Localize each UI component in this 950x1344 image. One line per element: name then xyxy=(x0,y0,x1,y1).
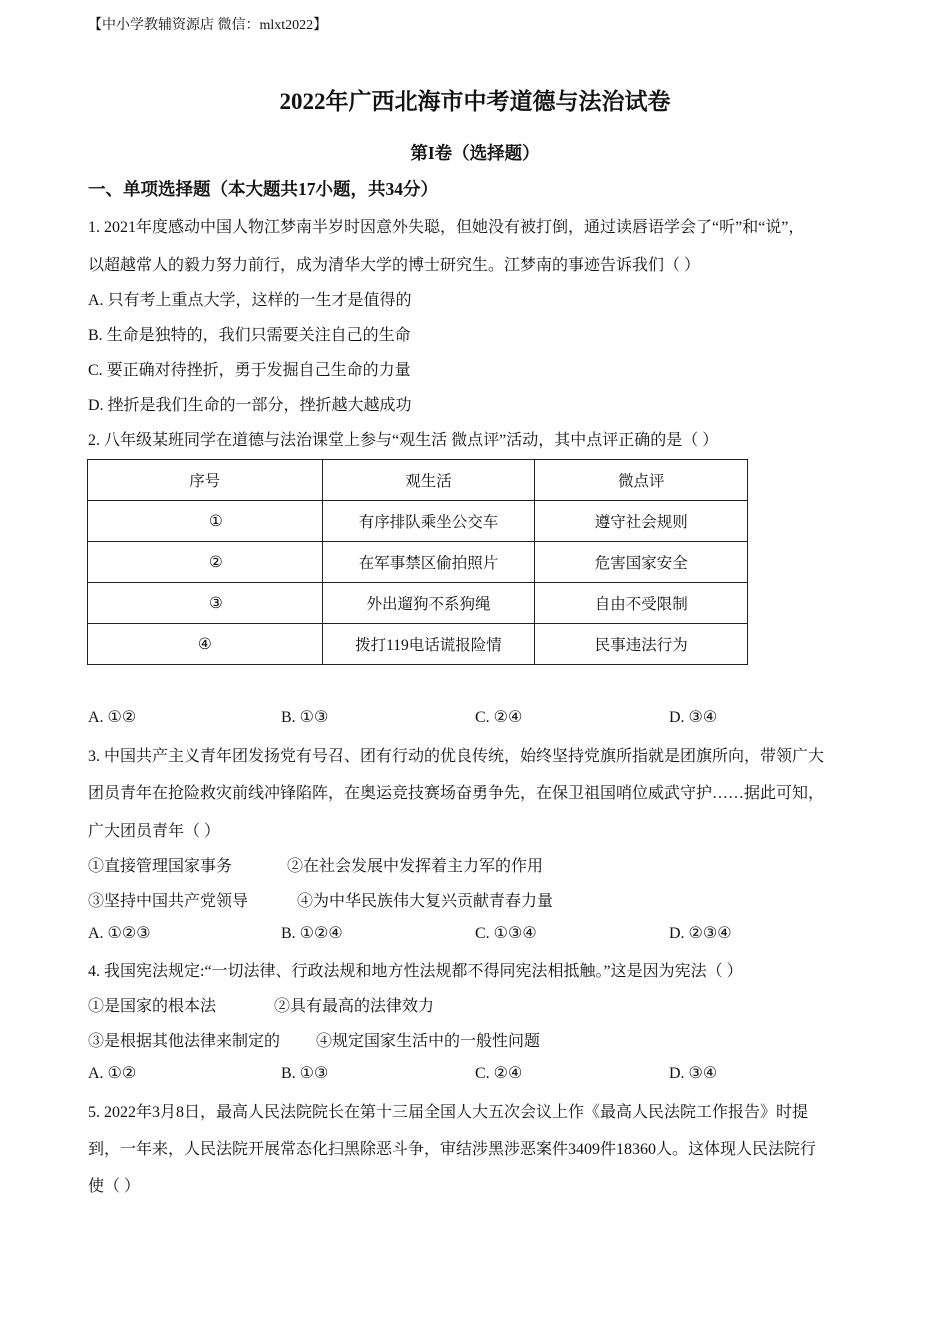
table-cell: ④ xyxy=(88,624,323,665)
table-cell: 自由不受限制 xyxy=(535,583,748,624)
q4-item-2: ②具有最高的法律效力 xyxy=(274,998,435,1015)
q3-stem-line2: 团员青年在抢险救灾前线冲锋陷阵，在奥运竞技赛场奋勇争先，在保卫祖国哨位威武守护……据此可知， xyxy=(88,785,825,802)
table-cell: 遵守社会规则 xyxy=(535,501,748,542)
q1-option-d: D. 挫折是我们生命的一部分，挫折越大越成功 xyxy=(88,397,412,414)
q4-option-b: B. ①③ xyxy=(281,1065,329,1082)
table-row xyxy=(88,542,748,583)
q3-item-1: ①直接管理国家事务 xyxy=(88,858,233,875)
table-header-cell: 序号 xyxy=(88,460,323,501)
q3-option-d: D. ②③④ xyxy=(669,925,732,942)
q2-option-d: D. ③④ xyxy=(669,709,718,726)
table-header-cell: 微点评 xyxy=(535,460,748,501)
q3-option-b: B. ①②④ xyxy=(281,925,343,942)
table-cell: ① xyxy=(88,501,323,542)
section-heading: 一、单项选择题（本大题共17小题，共34分） xyxy=(88,179,438,199)
q3-item-3: ③坚持中国共产党领导 xyxy=(88,893,249,910)
table-row xyxy=(88,624,748,665)
table-row xyxy=(88,501,748,542)
q4-option-a: A. ①② xyxy=(88,1065,137,1082)
q3-item-2: ②在社会发展中发挥着主力军的作用 xyxy=(287,858,544,875)
q3-stem-line3: 广大团员青年（ ） xyxy=(88,823,221,840)
q1-option-b: B. 生命是独特的，我们只需要关注自己的生命 xyxy=(88,327,411,344)
q2-option-b: B. ①③ xyxy=(281,709,329,726)
q2-table xyxy=(87,459,748,665)
q1-stem-line1: 1. 2021年度感动中国人物江梦南半岁时因意外失聪，但她没有被打倒，通过读唇语学会了“听”和“说”， xyxy=(88,219,805,236)
table-cell: 民事违法行为 xyxy=(535,624,748,665)
table-header-row xyxy=(88,460,748,501)
q5-stem-line2: 到，一年来，人民法院开展常态化扫黑除恶斗争，审结涉黑涉恶案件3409件18360人。这体现人民法院行 xyxy=(88,1141,817,1158)
table-header-cell: 观生活 xyxy=(322,460,535,501)
q4-stem: 4. 我国宪法规定:“一切法律、行政法规和地方性法规都不得同宪法相抵触。”这是因为宪法（ ） xyxy=(88,963,743,980)
header-note: 【中小学教辅资源店 微信：mlxt2022】 xyxy=(88,18,328,33)
q1-stem-line2: 以超越常人的毅力努力前行，成为清华大学的博士研究生。江梦南的事迹告诉我们（ ） xyxy=(88,257,701,274)
q5-stem-line1: 5. 2022年3月8日，最高人民法院院长在第十三届全国人大五次会议上作《最高人民法院工作报告》时提 xyxy=(88,1104,809,1121)
table-cell: 拨打119电话谎报险情 xyxy=(322,624,535,665)
q4-item-3: ③是根据其他法律来制定的 xyxy=(88,1033,281,1050)
q3-option-c: C. ①③④ xyxy=(475,925,537,942)
q4-option-d: D. ③④ xyxy=(669,1065,718,1082)
q1-option-c: C. 要正确对待挫折，勇于发掘自己生命的力量 xyxy=(88,362,411,379)
table-cell: 有序排队乘坐公交车 xyxy=(322,501,535,542)
table-cell: 在军事禁区偷拍照片 xyxy=(322,542,535,583)
q2-stem: 2. 八年级某班同学在道德与法治课堂上参与“观生活 微点评”活动，其中点评正确的是（ ） xyxy=(88,432,719,449)
q4-option-c: C. ②④ xyxy=(475,1065,523,1082)
q4-item-1: ①是国家的根本法 xyxy=(88,998,217,1015)
table-row xyxy=(88,583,748,624)
paper-subtitle: 第I卷（选择题） xyxy=(410,143,540,163)
table-cell: ③ xyxy=(88,583,323,624)
q5-stem-line3: 使（ ） xyxy=(88,1178,141,1195)
table-cell: 外出遛狗不系狗绳 xyxy=(322,583,535,624)
table-cell: ② xyxy=(88,542,323,583)
q3-option-a: A. ①②③ xyxy=(88,925,151,942)
page-title: 2022年广西北海市中考道德与法治试卷 xyxy=(279,89,671,114)
q2-option-a: A. ①② xyxy=(88,709,137,726)
q1-option-a: A. 只有考上重点大学，这样的一生才是值得的 xyxy=(88,292,412,309)
q3-item-4: ④为中华民族伟大复兴贡献青春力量 xyxy=(297,893,554,910)
table-cell: 危害国家安全 xyxy=(535,542,748,583)
q2-option-c: C. ②④ xyxy=(475,709,523,726)
q3-stem-line1: 3. 中国共产主义青年团发扬党有号召、团有行动的优良传统，始终坚持党旗所指就是团旗所向，带领广大 xyxy=(88,748,825,765)
q4-item-4: ④规定国家生活中的一般性问题 xyxy=(316,1033,541,1050)
